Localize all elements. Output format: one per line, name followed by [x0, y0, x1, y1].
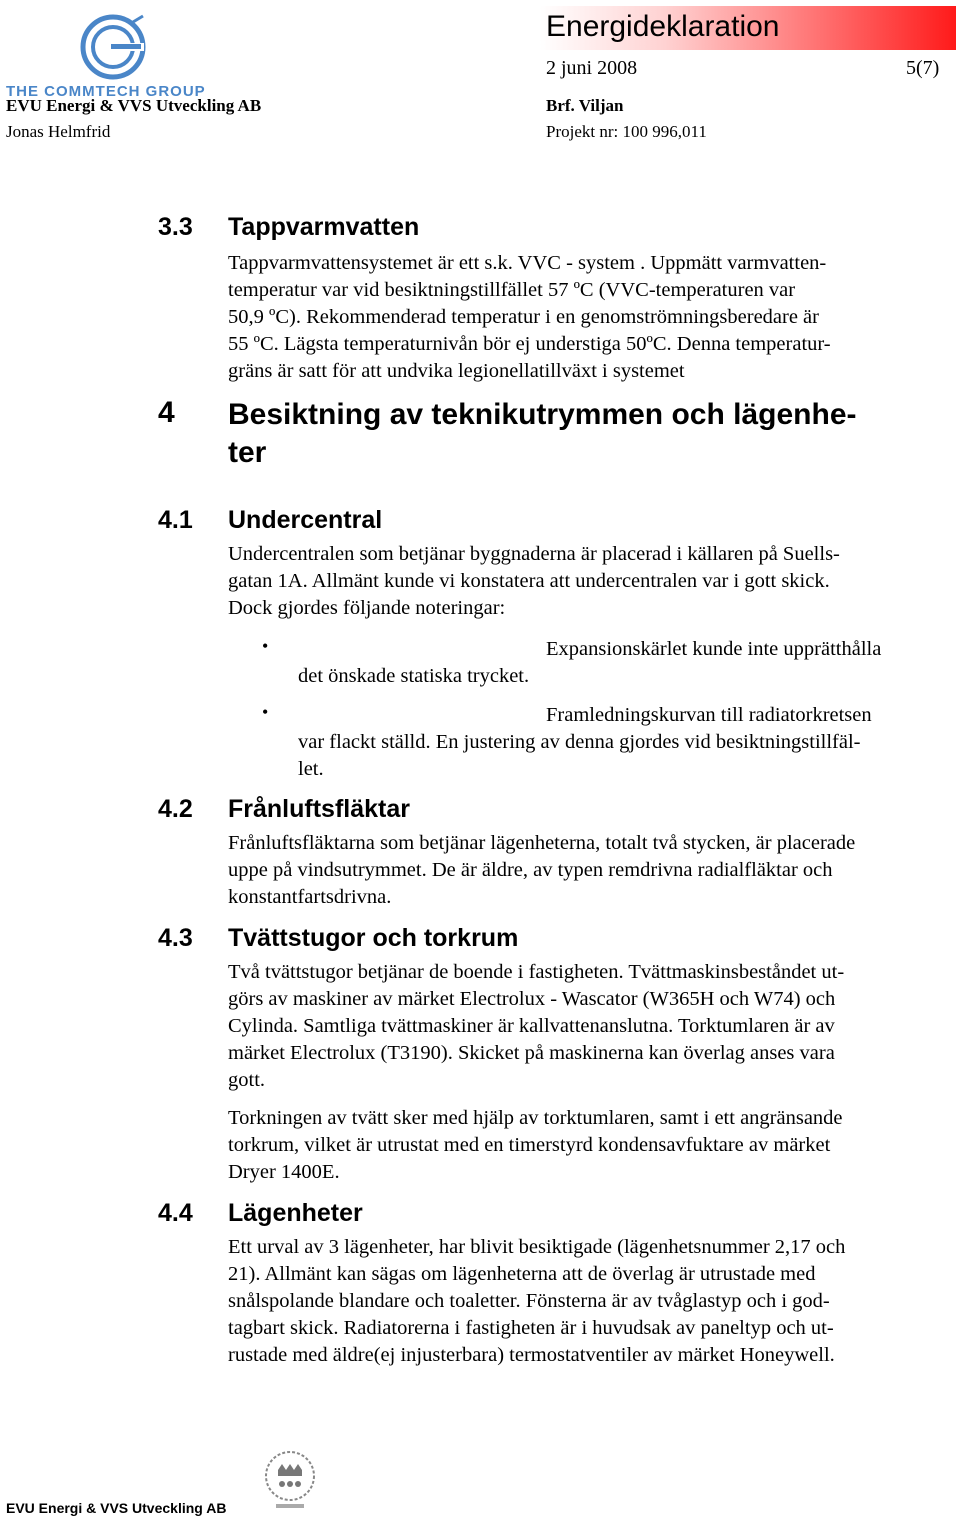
bullet-item [298, 636, 938, 690]
text-line: Dryer 1400E. [228, 1161, 340, 1183]
heading-line: ter [228, 436, 267, 469]
section-heading: Tvättstugor och torkrum [228, 924, 519, 952]
text-line: 55 ºC. Lägsta temperaturnivån bör ej understiga 50ºC. Denna temperatur- [228, 333, 831, 355]
section-heading: Tappvarmvatten [228, 213, 420, 241]
text-line: var flackt ställd. En justering av denna gjordes vid besiktningstillfäl- [298, 731, 861, 753]
text-line: Undercentralen som betjänar byggnaderna är placerad i källaren på Suells- [228, 543, 840, 565]
text-line: 21). Allmänt kan sägas om lägenheterna att de överlag är utrustade med [228, 1263, 816, 1285]
section-body [228, 541, 948, 622]
text-line: Dock gjordes följande noteringar: [228, 597, 506, 619]
section-number: 4.2 [158, 795, 193, 823]
text-line: konstantfartsdrivna. [228, 886, 392, 908]
text-line: gatan 1A. Allmänt kunde vi konstatera att undercentralen var i gott skick. [228, 570, 830, 592]
text-line: Torkningen av tvätt sker med hjälp av torktumlaren, samt i ett angränsande [228, 1107, 843, 1129]
accreditation-seal [262, 1448, 318, 1512]
bullet-marker: • [262, 702, 269, 722]
footer-organization: EVU Energi & VVS Utveckling AB [6, 1500, 227, 1516]
text-line: temperatur var vid besiktningstillfället 57 ºC (VVC-temperaturen var [228, 279, 796, 301]
text-line: uppe på vindsutrymmet. De är äldre, av typen remdrivna radialfläktar och [228, 859, 833, 881]
text-line: gräns är satt för att undvika legionellatillväxt i systemet [228, 360, 685, 382]
page-number: 5(7) [906, 57, 940, 79]
company-logo [78, 12, 148, 82]
text-line: gott. [228, 1069, 266, 1091]
section-number: 4.1 [158, 506, 193, 534]
text-line: Framledningskurvan till radiatorkretsen [546, 704, 872, 726]
section-heading: Lägenheter [228, 1199, 363, 1227]
section-body [228, 830, 948, 911]
section-number: 4.3 [158, 924, 193, 952]
document-title: Energideklaration [546, 10, 780, 43]
logo-text: THE COMMTECH GROUP [6, 83, 206, 100]
bullet-marker: • [262, 636, 269, 656]
text-line: Ett urval av 3 lägenheter, har blivit besiktigade (lägenhetsnummer 2,17 och [228, 1236, 846, 1258]
section-body [228, 959, 948, 1094]
text-line: rustade med äldre(ej injusterbara) termostatventiler av märket Honeywell. [228, 1344, 835, 1366]
text-line: det önskade statiska trycket. [298, 665, 530, 687]
section-body [228, 250, 948, 385]
text-line: Expansionskärlet kunde inte upprätthålla [546, 638, 882, 660]
section-heading: Undercentral [228, 506, 383, 534]
header-date: 2 juni 2008 [546, 57, 638, 79]
header-property: Brf. Viljan [546, 96, 624, 115]
header-project: Projekt nr: 100 996,011 [546, 122, 707, 141]
text-line: Två tvättstugor betjänar de boende i fastigheten. Tvättmaskinsbeståndet ut- [228, 961, 845, 983]
text-line: 50,9 ºC). Rekommenderad temperatur i en genomströmningsberedare är [228, 306, 819, 328]
text-line: Cylinda. Samtliga tvättmaskiner är kallvattenanslutna. Torktumlaren är av [228, 1015, 835, 1037]
section-number: 4.4 [158, 1199, 193, 1227]
text-line: görs av maskiner av märket Electrolux - Wascator (W365H och W74) och [228, 988, 836, 1010]
chapter-heading [228, 396, 857, 472]
text-line: tagbart skick. Radiatorerna i fastigheten är i huvudsak av paneltyp och ut- [228, 1317, 834, 1339]
section-heading: Frånluftsfläktar [228, 795, 410, 823]
text-line: Frånluftsfläktarna som betjänar lägenheterna, totalt två stycken, är placerade [228, 832, 856, 854]
text-line: märket Electrolux (T3190). Skicket på maskinerna kan överlag anses vara [228, 1042, 835, 1064]
header-organization: EVU Energi & VVS Utveckling AB [6, 96, 262, 115]
header-person: Jonas Helmfrid [6, 122, 111, 141]
section-body [228, 1105, 948, 1186]
text-line: torkrum, vilket är utrustat med en timerstyrd kondensavfuktare av märket [228, 1134, 831, 1156]
text-line: Tappvarmvattensystemet är ett s.k. VVC - system . Uppmätt varmvatten- [228, 252, 827, 274]
section-number: 3.3 [158, 213, 193, 241]
bullet-item [298, 702, 948, 783]
heading-line: Besiktning av teknikutrymmen och lägenhe- [228, 398, 857, 431]
text-line: let. [298, 758, 324, 780]
chapter-number: 4 [158, 396, 175, 429]
section-body [228, 1234, 948, 1369]
text-line: snålspolande blandare och toaletter. Fönsterna är av tvåglastyp och i god- [228, 1290, 830, 1312]
